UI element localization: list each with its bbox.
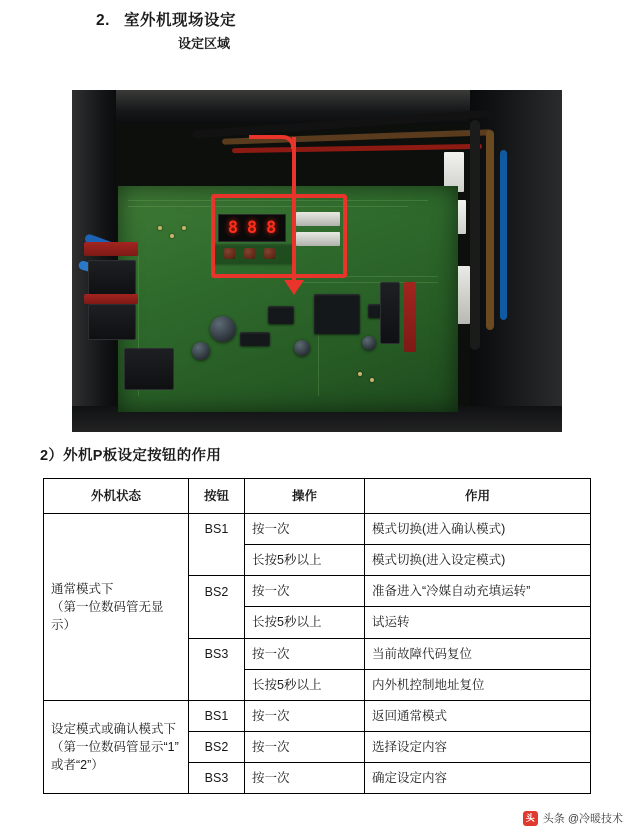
cell-function: 确定设定内容	[365, 763, 591, 794]
callout-label: 设定区域	[178, 36, 231, 51]
cell-button	[189, 545, 245, 576]
th-button: 按钮	[189, 479, 245, 514]
relay	[88, 260, 136, 296]
ic-chip-large	[314, 294, 360, 334]
cell-button: BS1	[189, 514, 245, 545]
seg-digit-1: 8	[227, 217, 239, 238]
seg-digit-2: 8	[246, 217, 258, 238]
cell-state: 设定模式或确认模式下 （第一位数码管显示“1” 或者“2”）	[44, 700, 189, 793]
cell-function: 模式切换(进入设定模式)	[365, 545, 591, 576]
cell-operation: 按一次	[245, 763, 365, 794]
terminal-block	[84, 242, 138, 256]
watermark-text: 头条 @冷暖技术	[542, 813, 623, 825]
button-function-table	[43, 478, 591, 794]
cell-button: BS2	[189, 576, 245, 607]
heading-number: 2.	[96, 12, 110, 29]
relay	[124, 348, 174, 390]
capacitor	[210, 316, 236, 342]
capacitor	[192, 342, 210, 360]
watermark-logo-icon: 头	[523, 811, 538, 826]
ic-chip	[240, 332, 270, 346]
cell-state: 通常模式下 （第一位数码管无显示）	[44, 514, 189, 701]
capacitor	[362, 336, 376, 350]
ic-chip	[268, 306, 294, 324]
annotation-highlight-box	[211, 194, 347, 278]
cell-operation: 长按5秒以上	[245, 607, 365, 638]
heat-sink	[380, 282, 400, 344]
cell-function: 返回通常模式	[365, 700, 591, 731]
cell-button: BS2	[189, 731, 245, 762]
cell-operation: 长按5秒以上	[245, 545, 365, 576]
cell-button: BS3	[189, 638, 245, 669]
th-state: 外机状态	[44, 479, 189, 514]
terminal-block	[84, 294, 138, 304]
watermark	[523, 810, 623, 826]
table-header-row	[44, 479, 591, 514]
cell-operation: 按一次	[245, 700, 365, 731]
table-body	[44, 514, 591, 794]
cell-function: 当前故障代码复位	[365, 638, 591, 669]
casing-right	[470, 90, 562, 432]
cell-button: BS1	[189, 700, 245, 731]
cell-function: 模式切换(进入确认模式)	[365, 514, 591, 545]
relay	[88, 304, 136, 340]
cell-function: 准备进入“冷媒自动充填运转”	[365, 576, 591, 607]
cell-function: 内外机控制地址复位	[365, 669, 591, 700]
table-subtitle: 2）外机P板设定按钮的作用	[40, 448, 222, 464]
th-operation: 操作	[245, 479, 365, 514]
table-row	[44, 514, 591, 545]
table-row	[44, 700, 591, 731]
cell-operation: 长按5秒以上	[245, 669, 365, 700]
annotation-arrow-curve	[249, 135, 295, 149]
cell-function: 选择设定内容	[365, 731, 591, 762]
seg-digit-3: 8	[265, 217, 277, 238]
cell-operation: 按一次	[245, 576, 365, 607]
wire-blue-right	[500, 150, 507, 320]
cell-operation: 按一次	[245, 731, 365, 762]
cell-function: 试运转	[365, 607, 591, 638]
cell-button: BS3	[189, 763, 245, 794]
cell-operation: 按一次	[245, 638, 365, 669]
cell-operation: 按一次	[245, 514, 365, 545]
cell-button	[189, 607, 245, 638]
section-heading	[96, 8, 236, 30]
cell-button	[189, 669, 245, 700]
th-function: 作用	[365, 479, 591, 514]
capacitor	[294, 340, 310, 356]
heading-text: 室外机现场设定	[123, 12, 236, 29]
outdoor-unit-pcb-photo	[72, 90, 562, 432]
wire-bundle-right	[470, 120, 480, 350]
wire-brown-right	[486, 130, 494, 330]
power-module	[404, 282, 416, 352]
